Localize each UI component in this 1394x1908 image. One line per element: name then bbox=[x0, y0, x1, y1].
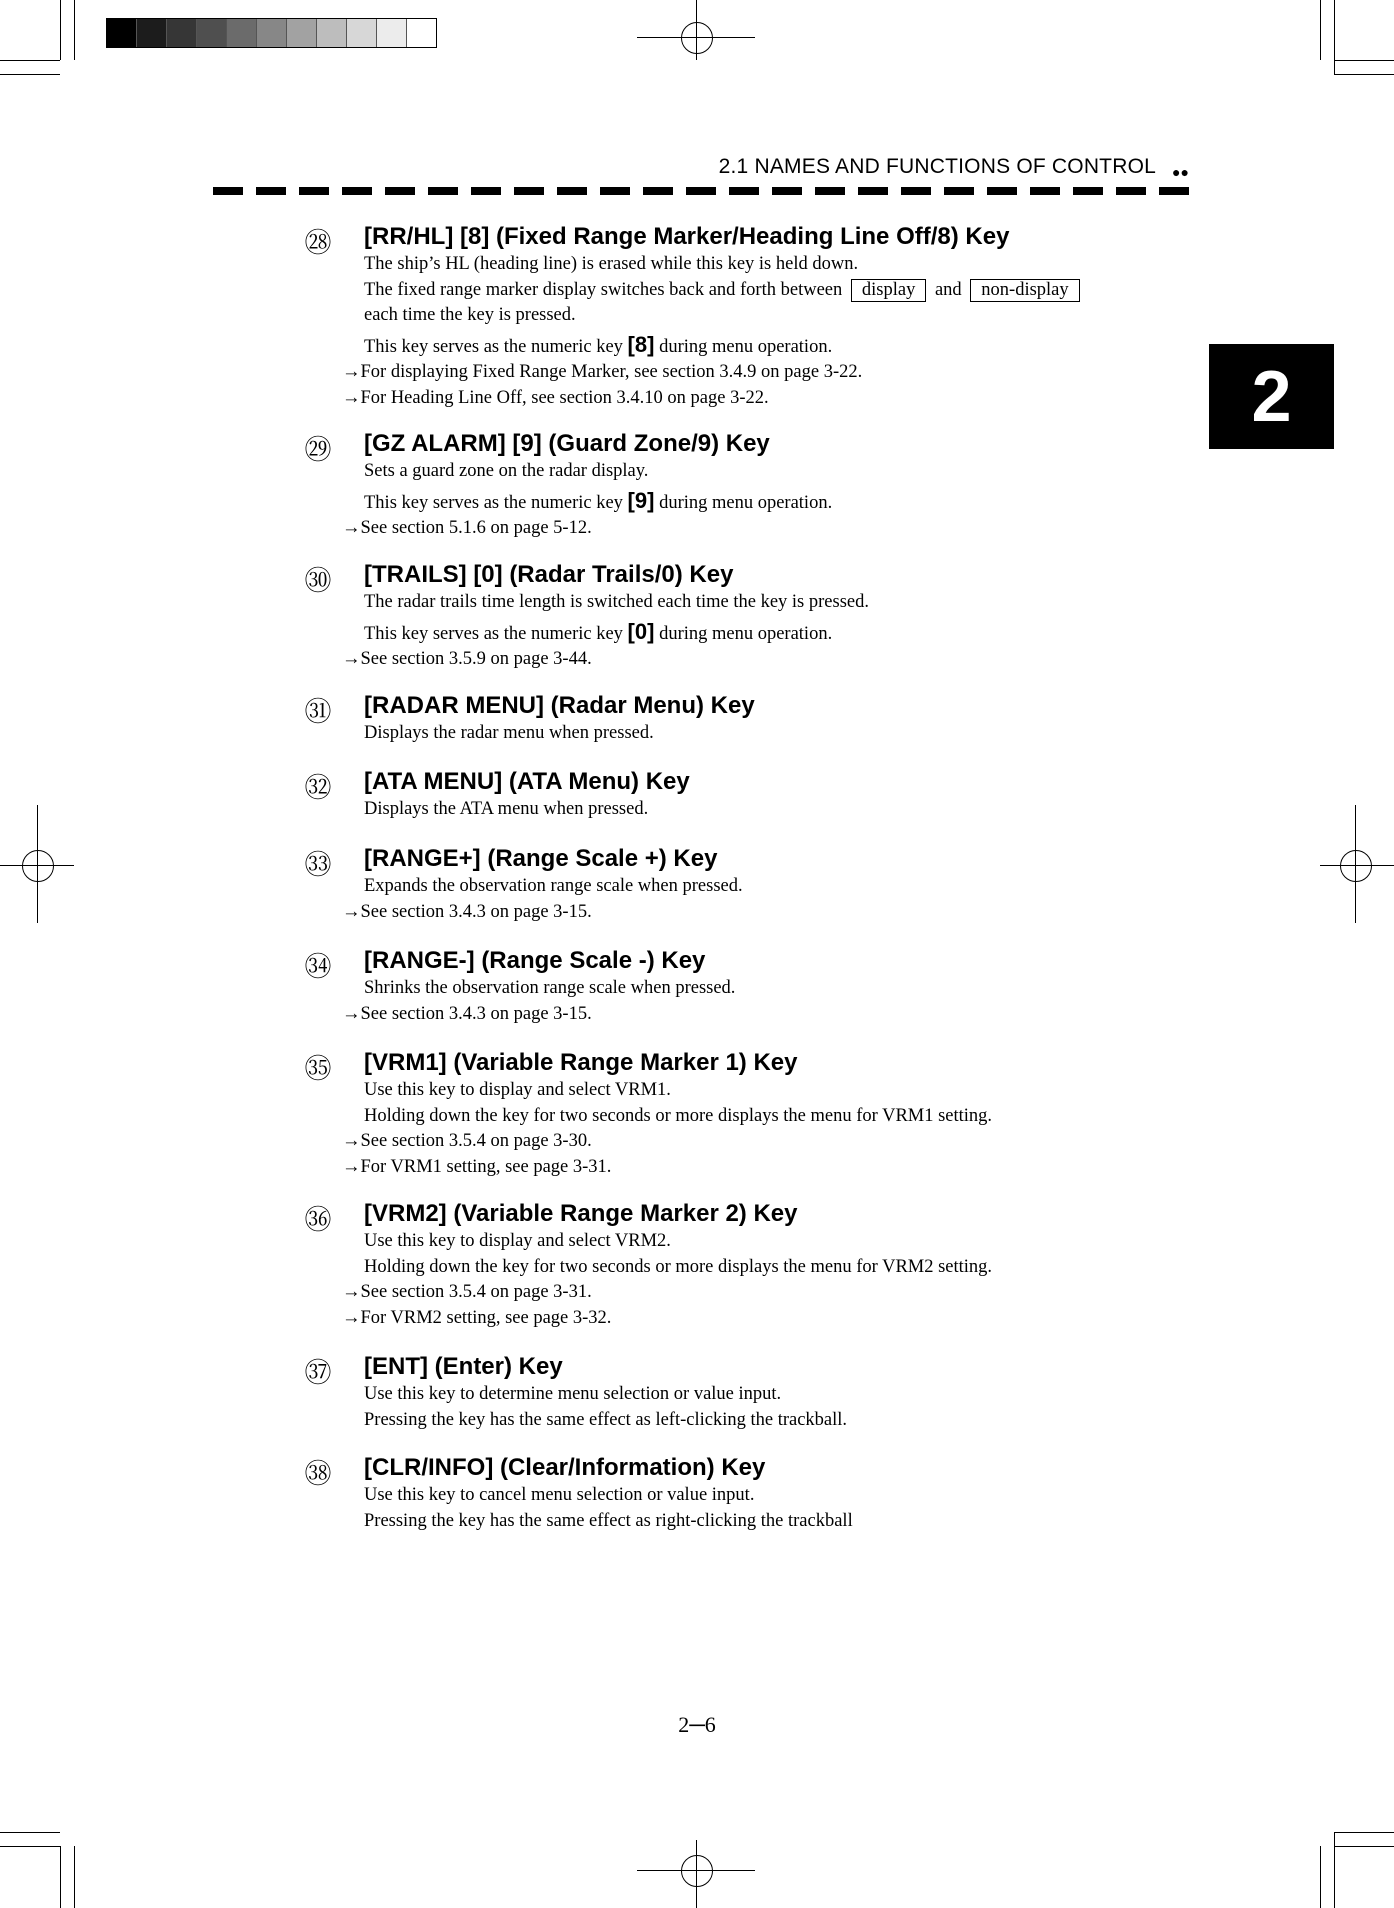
gray-swatch bbox=[227, 19, 257, 47]
entry-text: Expands the observation range scale when pressed. bbox=[364, 876, 743, 896]
gray-swatch bbox=[257, 19, 287, 47]
gray-swatch bbox=[317, 19, 347, 47]
key-entry-vrm1 bbox=[300, 1048, 1200, 1180]
entry-text: Use this key to determine menu selection or value input. bbox=[364, 1384, 782, 1404]
entry-heading: [ENT] (Enter) Key bbox=[364, 1353, 563, 1380]
entry-text-fragment: The fixed range marker display switches back and forth between bbox=[364, 279, 843, 300]
entry-text-fragment: during menu operation. bbox=[659, 492, 833, 513]
registration-mark-top bbox=[681, 22, 713, 54]
entry-heading: [VRM2] (Variable Range Marker 2) Key bbox=[364, 1200, 798, 1227]
key-entry-range-plus bbox=[300, 844, 1200, 925]
entry-heading: [RR/HL] [8] (Fixed Range Marker/Heading Line Off/8) Key bbox=[364, 223, 1010, 250]
display-option-box: display bbox=[851, 279, 926, 302]
registration-mark-left bbox=[22, 850, 54, 882]
circled-number: ㉞ bbox=[304, 952, 332, 983]
entry-text-fragment: and bbox=[934, 279, 962, 300]
grayscale-strip bbox=[106, 18, 437, 48]
circled-number: ㊲ bbox=[304, 1358, 332, 1389]
cross-reference: →See section 3.5.4 on page 3-30. bbox=[342, 1131, 592, 1151]
entry-heading: [CLR/INFO] (Clear/Information) Key bbox=[364, 1454, 766, 1481]
key-entry-clr-info bbox=[300, 1453, 1200, 1534]
key-entry-trails bbox=[300, 560, 1200, 673]
entry-text-fragment: during menu operation. bbox=[659, 623, 833, 644]
entry-text: The radar trails time length is switched each time the key is pressed. bbox=[364, 592, 869, 612]
entry-text: Displays the radar menu when pressed. bbox=[364, 723, 654, 743]
gray-swatch bbox=[107, 19, 137, 47]
section-header-title: 2.1 NAMES AND FUNCTIONS OF CONTROL bbox=[718, 155, 1156, 178]
entry-text-fragment: This key serves as the numeric key bbox=[364, 336, 623, 357]
entry-text: Displays the ATA menu when pressed. bbox=[364, 799, 649, 819]
circled-number: ㉙ bbox=[304, 435, 332, 466]
key-entry-range-minus bbox=[300, 946, 1200, 1027]
key-entry-vrm2 bbox=[300, 1199, 1200, 1331]
entry-text bbox=[364, 278, 1200, 304]
entry-heading: [TRAILS] [0] (Radar Trails/0) Key bbox=[364, 561, 734, 588]
entry-text: The ship’s HL (heading line) is erased while this key is held down. bbox=[364, 254, 859, 274]
entry-heading: [ATA MENU] (ATA Menu) Key bbox=[364, 768, 690, 795]
circled-number: ㉝ bbox=[304, 850, 332, 881]
cross-reference: →For VRM1 setting, see page 3-31. bbox=[342, 1156, 612, 1177]
entry-heading: [VRM1] (Variable Range Marker 1) Key bbox=[364, 1049, 798, 1076]
gray-swatch bbox=[197, 19, 227, 47]
cross-reference: →See section 3.4.3 on page 3-15. bbox=[342, 1003, 592, 1024]
circled-number: ㊳ bbox=[304, 1459, 332, 1490]
key-entry-ata-menu bbox=[300, 767, 1200, 823]
numeric-key-text bbox=[364, 619, 1200, 648]
numeric-key-text bbox=[364, 332, 1200, 361]
registration-mark-bottom bbox=[681, 1855, 713, 1887]
entry-heading: [RADAR MENU] (Radar Menu) Key bbox=[364, 692, 755, 719]
gray-swatch bbox=[137, 19, 167, 47]
key-entry-radar-menu bbox=[300, 691, 1200, 747]
entry-text: Pressing the key has the same effect as right-clicking the trackball bbox=[364, 1510, 853, 1531]
entry-heading: [RANGE-] (Range Scale -) Key bbox=[364, 947, 706, 974]
numeric-key-label: [0] bbox=[627, 618, 655, 644]
header-bullet-icon: ●● bbox=[1172, 164, 1189, 180]
entry-text: Use this key to display and select VRM1. bbox=[364, 1080, 671, 1100]
entry-text: Shrinks the observation range scale when pressed. bbox=[364, 978, 736, 998]
cross-reference: →For Heading Line Off, see section 3.4.10 on page 3-22. bbox=[342, 387, 769, 408]
circled-number: ㉚ bbox=[304, 566, 332, 597]
key-entry-gz-alarm bbox=[300, 429, 1200, 542]
cross-reference: →For VRM2 setting, see page 3-32. bbox=[342, 1307, 612, 1328]
entry-text: Pressing the key has the same effect as left-clicking the trackball. bbox=[364, 1409, 848, 1430]
entry-heading: [RANGE+] (Range Scale +) Key bbox=[364, 845, 718, 872]
registration-mark-right bbox=[1340, 850, 1372, 882]
key-entry-rr-hl bbox=[300, 222, 1200, 411]
entry-text-fragment: during menu operation. bbox=[659, 336, 833, 357]
cross-reference: →See section 3.4.3 on page 3-15. bbox=[342, 901, 592, 922]
cross-reference: →For displaying Fixed Range Marker, see section 3.4.9 on page 3-22. bbox=[342, 362, 863, 382]
cross-reference: →See section 3.5.4 on page 3-31. bbox=[342, 1282, 592, 1302]
gray-swatch bbox=[287, 19, 317, 47]
non-display-option-box: non-display bbox=[970, 279, 1079, 302]
numeric-key-text bbox=[364, 488, 1200, 517]
entry-heading: [GZ ALARM] [9] (Guard Zone/9) Key bbox=[364, 430, 770, 457]
entry-text-fragment: This key serves as the numeric key bbox=[364, 492, 623, 513]
gray-swatch bbox=[377, 19, 407, 47]
entry-text: Use this key to display and select VRM2. bbox=[364, 1231, 671, 1251]
circled-number: ㉜ bbox=[304, 773, 332, 804]
circled-number: ㊱ bbox=[304, 1205, 332, 1236]
entry-text: Holding down the key for two seconds or more displays the menu for VRM1 setting. bbox=[364, 1105, 993, 1126]
page-number: 2─6 bbox=[678, 1712, 716, 1737]
gray-swatch bbox=[407, 19, 436, 47]
circled-number: ㉛ bbox=[304, 697, 332, 728]
entry-text-fragment: This key serves as the numeric key bbox=[364, 623, 623, 644]
gray-swatch bbox=[347, 19, 377, 47]
numeric-key-label: [9] bbox=[627, 487, 655, 513]
header-dashed-rule bbox=[213, 187, 1201, 195]
entry-text: Holding down the key for two seconds or more displays the menu for VRM2 setting. bbox=[364, 1256, 993, 1277]
numeric-key-label: [8] bbox=[627, 331, 655, 357]
gray-swatch bbox=[167, 19, 197, 47]
circled-number: ㉟ bbox=[304, 1054, 332, 1085]
circled-number: ㉘ bbox=[304, 228, 332, 259]
entry-text: Use this key to cancel menu selection or value input. bbox=[364, 1485, 755, 1505]
entry-text: each time the key is pressed. bbox=[364, 305, 576, 325]
cross-reference: →See section 3.5.9 on page 3-44. bbox=[342, 649, 592, 669]
key-entry-ent bbox=[300, 1352, 1200, 1433]
chapter-tab: 2 bbox=[1209, 344, 1334, 449]
entry-text: Sets a guard zone on the radar display. bbox=[364, 461, 649, 481]
cross-reference: →See section 5.1.6 on page 5-12. bbox=[342, 518, 592, 538]
